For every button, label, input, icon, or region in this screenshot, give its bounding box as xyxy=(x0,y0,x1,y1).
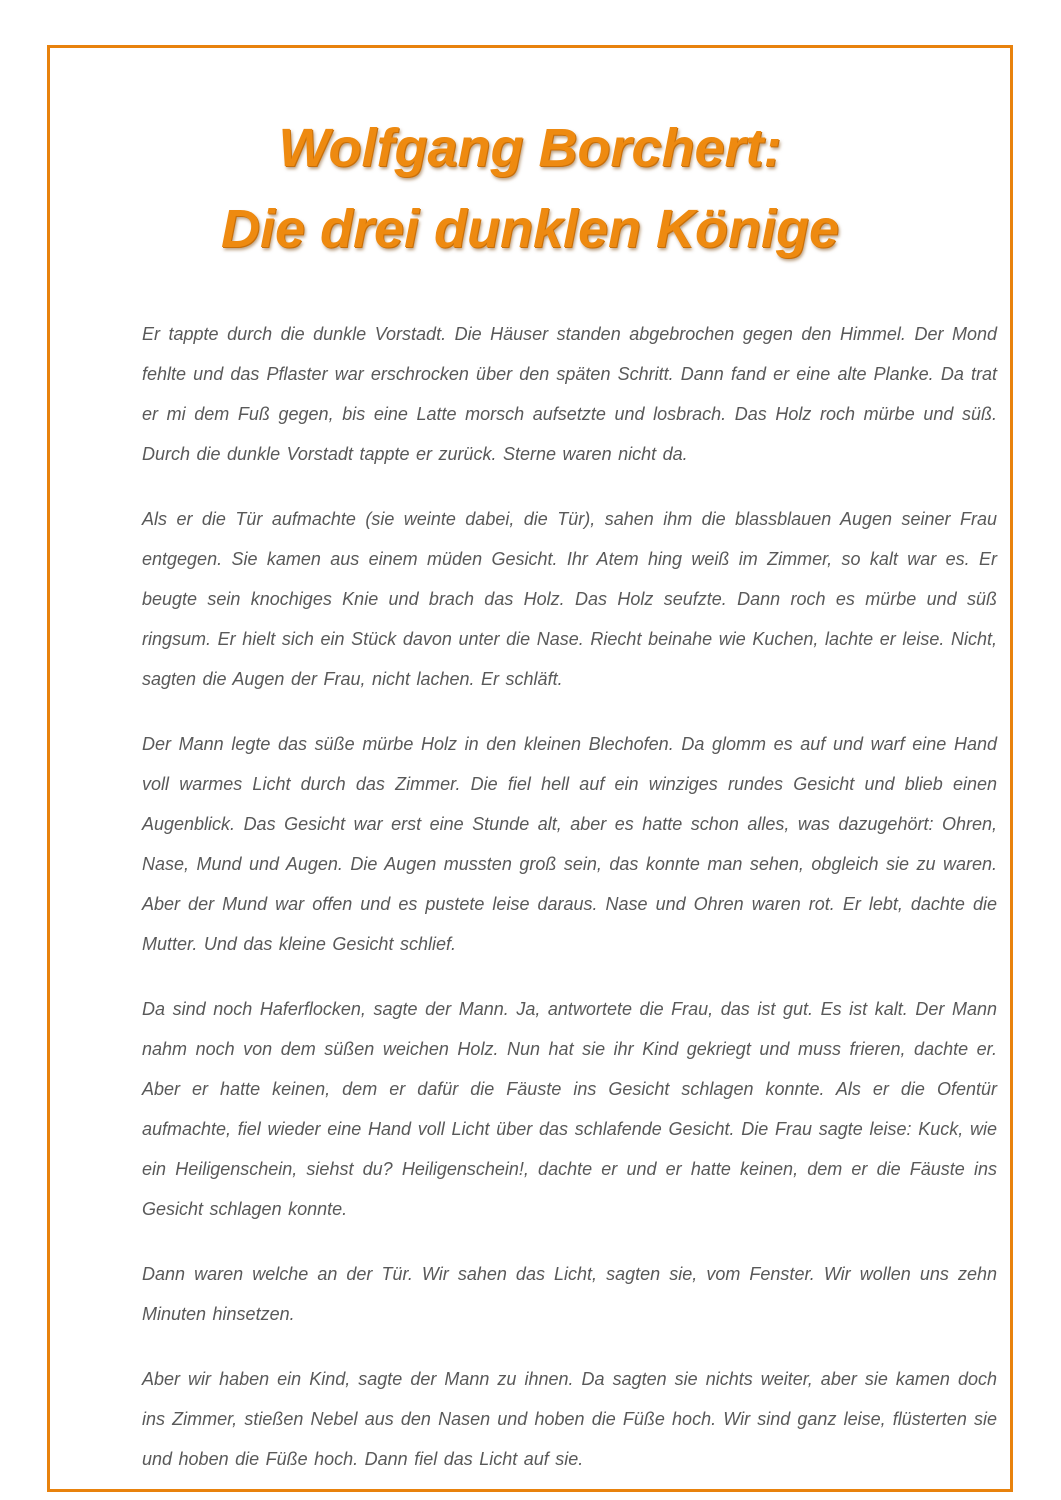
document-title xyxy=(50,48,1010,270)
paragraph: Als er die Tür aufmachte (sie weinte dabei, die Tür), sahen ihm die blassblauen Augen seiner Frau entgegen. Sie kamen aus einem müden Gesicht. Ihr Atem hing weiß im Zimmer, so kalt war es. Er beugte sein knochiges Knie und brach das Holz. Das Holz seufzte. Dann roch es mürbe und süß ringsum. Er hielt sich ein Stück davon unter die Nase. Riecht beinahe wie Kuchen, lachte er leise. Nicht, sagten die Augen der Frau, nicht lachen. Er schläft. xyxy=(142,509,997,689)
story-body xyxy=(50,270,1010,1479)
title-line-2: Die drei dunklen Könige xyxy=(220,199,840,259)
paragraph: Der Mann legte das süße mürbe Holz in den kleinen Blechofen. Da glomm es auf und warf eine Hand voll warmes Licht durch das Zimmer. Die fiel hell auf ein winziges rundes Gesicht und blieb einen Augenblick. Das Gesicht war erst eine Stunde alt, aber es hatte schon alles, was dazugehört: Ohren, Nase, Mund und Augen. Die Augen mussten groß sein, das konnte man sehen, obgleich sie zu waren. Aber der Mund war offen und es pustete leise daraus. Nase und Ohren waren rot. Er lebt, dachte die Mutter. Und das kleine Gesicht schlief. xyxy=(142,734,997,954)
paragraph: Dann waren welche an der Tür. Wir sahen das Licht, sagten sie, vom Fenster. Wir wollen uns zehn Minuten hinsetzen. xyxy=(142,1264,997,1324)
paragraph: Er tappte durch die dunkle Vorstadt. Die Häuser standen abgebrochen gegen den Himmel. Der Mond fehlte und das Pflaster war erschrocken über den späten Schritt. Dann fand er eine alte Planke. Da trat er mi dem Fuß gegen, bis eine Latte morsch aufsetzte und losbrach. Das Holz roch mürbe und süß. Durch die dunkle Vorstadt tappte er zurück. Sterne waren nicht da. xyxy=(142,324,997,464)
page-border-frame xyxy=(47,45,1013,1492)
paragraph: Aber wir haben ein Kind, sagte der Mann zu ihnen. Da sagten sie nichts weiter, aber sie kamen doch ins Zimmer, stießen Nebel aus den Nasen und hoben die Füße hoch. Wir sind ganz leise, flüsterten sie und hoben die Füße hoch. Dann fiel das Licht auf sie. xyxy=(142,1369,997,1469)
paragraph: Da sind noch Haferflocken, sagte der Mann. Ja, antwortete die Frau, das ist gut. Es ist kalt. Der Mann nahm noch von dem süßen weichen Holz. Nun hat sie ihr Kind gekriegt und muss frieren, dachte er. Aber er hatte keinen, dem er dafür die Fäuste ins Gesicht schlagen konnte. Als er die Ofentür aufmachte, fiel wieder eine Hand voll Licht über das schlafende Gesicht. Die Frau sagte leise: Kuck, wie ein Heiligenschein, siehst du? Heiligenschein!, dachte er und er hatte keinen, dem er die Fäuste ins Gesicht schlagen konnte. xyxy=(142,999,997,1219)
title-line-1: Wolfgang Borchert: xyxy=(278,118,782,178)
